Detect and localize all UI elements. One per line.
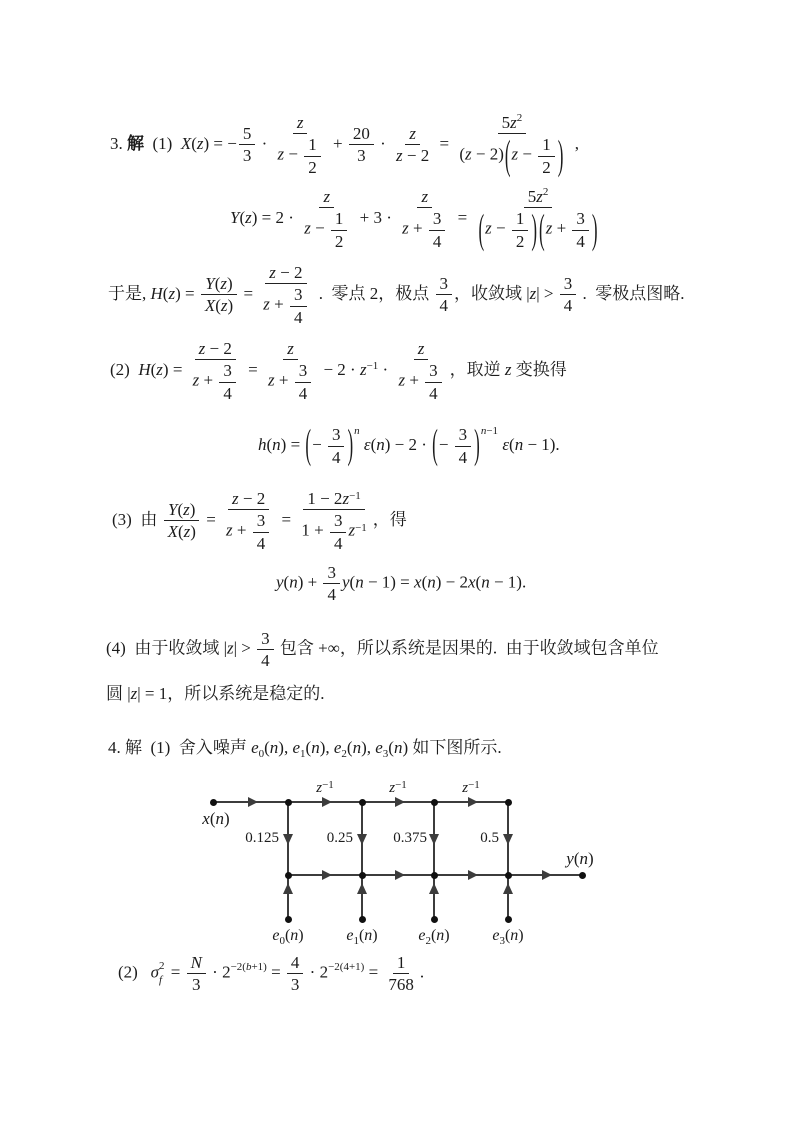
arrowhead-up-icon bbox=[283, 883, 293, 894]
problem-3-part-1-yz: Y(z) = 2 · z z − $\frac{1}{2}$ + 3 · z z + $\frac{3}{4}$ = 5z2 (z − $\frac{1}{2}$ ) (z + $\frac{3}{4}$ ) bbox=[230, 186, 598, 253]
node-dot bbox=[505, 799, 512, 806]
input-label: x(n) bbox=[202, 809, 230, 828]
gain-label-1: 0.125 bbox=[245, 830, 279, 846]
gain-label-3: 0.375 bbox=[393, 830, 427, 846]
node-dot bbox=[579, 872, 586, 879]
node-dot bbox=[359, 872, 366, 879]
node-dot bbox=[210, 799, 217, 806]
problem-4-part-2-variance: (2) σ 2 f = $\frac{N}{3}$ · 2−2(b+1) = $\frac{4}{3}$ · 2−2(4+1) = $\frac{1}{768}$ . bbox=[118, 953, 425, 995]
arrowhead-right-icon bbox=[395, 797, 405, 807]
delay-label-1: z−1 bbox=[316, 779, 334, 796]
arrowhead-down-icon bbox=[283, 834, 293, 845]
node-dot bbox=[285, 916, 292, 923]
arrowhead-right-icon bbox=[322, 797, 332, 807]
node-dot bbox=[359, 916, 366, 923]
node-dot bbox=[285, 799, 292, 806]
arrowhead-right-icon bbox=[395, 870, 405, 880]
noise-label-3: e3(n) bbox=[492, 927, 524, 947]
node-dot bbox=[431, 916, 438, 923]
problem-3-part-2-hz: (2) H(z) = z − 2 z + $\frac{3}{4}$ = z z + $\frac{3}{4}$ − 2 · z−1 · z z + $\frac{3}{4}$ ，取逆 z 变换得 bbox=[110, 339, 567, 403]
arrowhead-right-icon bbox=[468, 870, 478, 880]
problem-3-part-3-difference-eq: y(n) + $\frac{3}{4}$ y(n − 1) = x(n) − 2x(n − 1). bbox=[276, 563, 527, 605]
arrowhead-right-icon bbox=[542, 870, 552, 880]
noise-label-0: e0(n) bbox=[272, 927, 304, 947]
arrowhead-down-icon bbox=[503, 834, 513, 845]
arrowhead-right-icon bbox=[468, 797, 478, 807]
arrowhead-up-icon bbox=[357, 883, 367, 894]
arrowhead-right-icon bbox=[248, 797, 258, 807]
flow-line bbox=[287, 875, 289, 919]
node-dot bbox=[285, 872, 292, 879]
noise-label-1: e1(n) bbox=[346, 927, 378, 947]
problem-3-part-1-hz-conclusion: 于是, H(z) = $\frac{Y(z)}{X(z)}$ = z − 2 z + $\frac{3}{4}$ . 零点 2，极点 $\frac{3}{4}$ ，收敛域 |z| > $\frac{3}{4}$ . 零极点图略. bbox=[108, 263, 685, 327]
gain-label-4: 0.5 bbox=[480, 830, 499, 846]
arrowhead-right-icon bbox=[322, 870, 332, 880]
flow-line bbox=[361, 875, 363, 919]
delay-label-3: z−1 bbox=[462, 779, 480, 796]
problem-3-part-4-causality-line-2: 圆 |z| = 1，所以系统是稳定的. bbox=[106, 684, 325, 703]
node-dot bbox=[505, 872, 512, 879]
problem-3-part-1-xz: 3. 解 (1) X(z) = − $\frac{5}{3}$ · z z − $\frac{1}{2}$ + $\frac{20}{3}$ · $\frac{z}{z - 2}$ = 5z2 (z − 2)(z − $\frac{1}{2}$ ) , bbox=[110, 112, 579, 179]
node-dot bbox=[359, 799, 366, 806]
delay-label-2: z−1 bbox=[389, 779, 407, 796]
problem-3-part-3-transfer: (3) 由 $\frac{Y(z)}{X(z)}$ = z − 2 z + $\frac{3}{4}$ = 1 − 2z−1 1 + $\frac{3}{4}$ z−1 ，得 bbox=[112, 489, 407, 553]
output-label: y(n) bbox=[566, 849, 594, 868]
arrowhead-down-icon bbox=[357, 834, 367, 845]
problem-3-part-2-hn: h(n) = (− $\frac{3}{4}$ )n ε(n) − 2 · (− $\frac{3}{4}$ )n−1 ε(n − 1). bbox=[258, 420, 560, 467]
signal-flow-graph bbox=[180, 778, 630, 958]
arrowhead-up-icon bbox=[429, 883, 439, 894]
flow-line bbox=[433, 875, 435, 919]
problem-3-part-4-causality-line-1: (4) 由于收敛域 |z| > $\frac{3}{4}$ 包含 +∞，所以系统是因果的. 由于收敛域包含单位 bbox=[106, 629, 659, 671]
node-dot bbox=[431, 872, 438, 879]
problem-4-part-1-intro: 4. 解 (1) 舍入噪声 e0(n), e1(n), e2(n), e3(n) 如下图所示. bbox=[108, 738, 502, 760]
noise-label-2: e2(n) bbox=[418, 927, 450, 947]
node-dot bbox=[505, 916, 512, 923]
gain-label-2: 0.25 bbox=[326, 830, 353, 846]
node-dot bbox=[431, 799, 438, 806]
flow-line bbox=[507, 875, 509, 919]
arrowhead-up-icon bbox=[503, 883, 513, 894]
arrowhead-down-icon bbox=[429, 834, 439, 845]
